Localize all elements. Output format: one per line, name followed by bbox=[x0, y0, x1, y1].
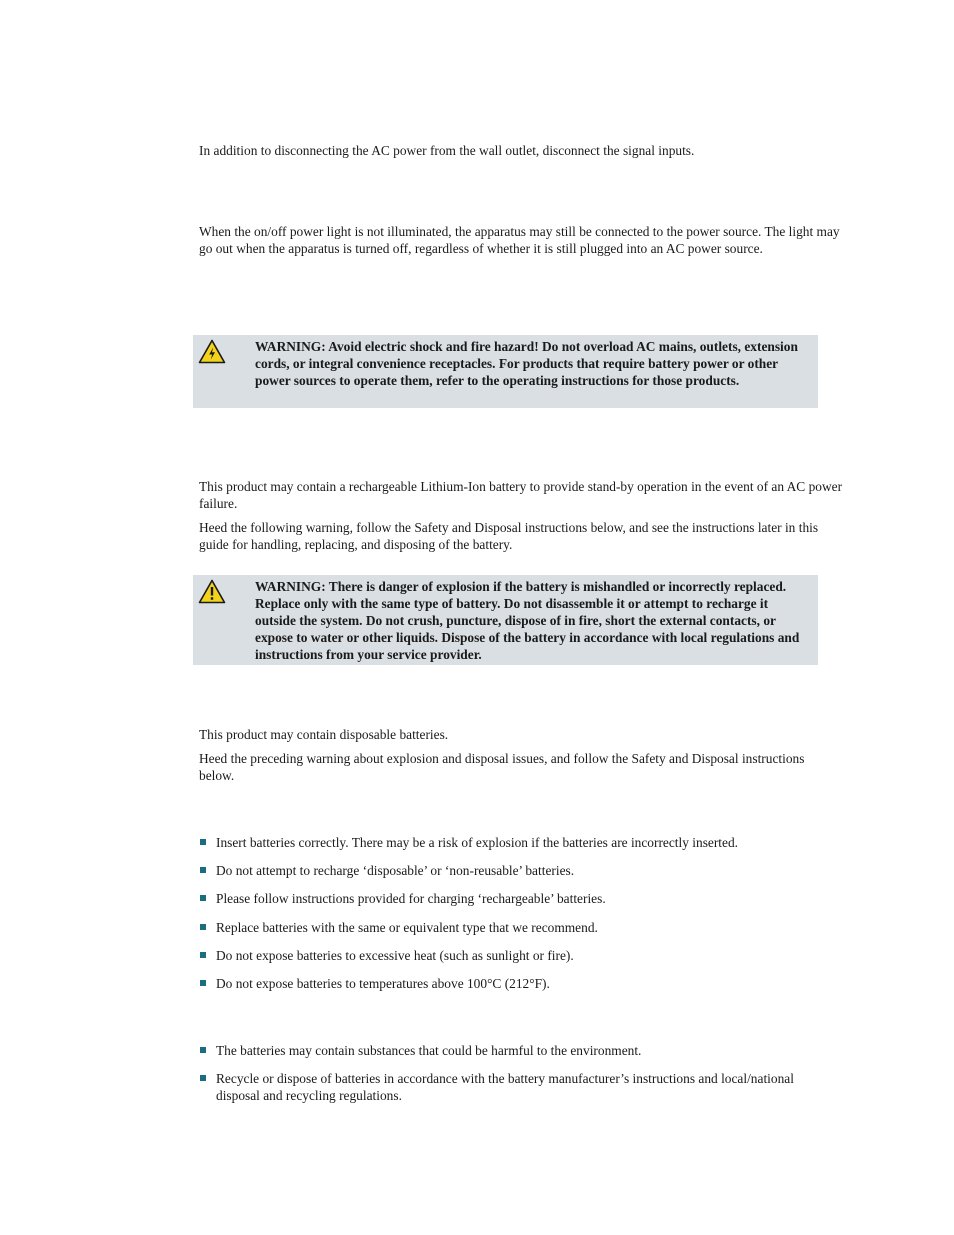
list-item-text: Please follow instructions provided for charging ‘rechargeable’ batteries. bbox=[216, 891, 606, 906]
bullet-square-icon bbox=[200, 1047, 206, 1053]
paragraph-disposable-batteries: This product may contain disposable batteries. bbox=[199, 727, 449, 742]
safety-list bbox=[199, 834, 839, 992]
paragraph-power-light: When the on/off power light is not illuminated, the apparatus may still be connected to the power source. The light may go out when the apparatus is turned off, regardless of whether it is still plugged into an AC power source. bbox=[199, 224, 840, 256]
list-item-text: Do not attempt to recharge ‘disposable’ or ‘non-reusable’ batteries. bbox=[216, 863, 575, 878]
warning-explosion bbox=[193, 575, 818, 665]
list-item bbox=[199, 890, 839, 907]
warning-electric-shock bbox=[193, 335, 818, 408]
bullet-square-icon bbox=[200, 952, 206, 958]
bullet-square-icon bbox=[200, 867, 206, 873]
paragraph-heed-warning: Heed the following warning, follow the Safety and Disposal instructions below, and see the instructions later in this guide for handling, replacing, and disposing of the battery. bbox=[199, 520, 819, 552]
electric-hazard-icon bbox=[198, 339, 226, 364]
list-item bbox=[199, 919, 839, 936]
list-item-text: Do not expose batteries to excessive heat (such as sunlight or fire). bbox=[216, 948, 574, 963]
list-item-text: Replace batteries with the same or equivalent type that we recommend. bbox=[216, 920, 598, 935]
list-item bbox=[199, 1042, 839, 1059]
list-item bbox=[199, 862, 839, 879]
disposal-list bbox=[199, 1042, 839, 1104]
warning-electric-text: WARNING: Avoid electric shock and fire hazard! Do not overload AC mains, outlets, extension cords, or integral convenience receptacles. For products that require battery power or other power sources to operate them, refer to the operating instructions for those products. bbox=[255, 339, 798, 388]
list-item bbox=[199, 947, 839, 964]
bullet-square-icon bbox=[200, 1075, 206, 1081]
list-item bbox=[199, 975, 839, 992]
paragraph-heed-preceding: Heed the preceding warning about explosion and disposal issues, and follow the Safety and Disposal instructions below. bbox=[199, 751, 805, 783]
bullet-square-icon bbox=[200, 839, 206, 845]
bullet-square-icon bbox=[200, 980, 206, 986]
bullet-square-icon bbox=[200, 895, 206, 901]
list-item-text: The batteries may contain substances that could be harmful to the environment. bbox=[216, 1043, 642, 1058]
list-item-text: Do not expose batteries to temperatures above 100°C (212°F). bbox=[216, 976, 550, 991]
list-item-text: Recycle or dispose of batteries in accordance with the battery manufacturer’s instructions and local/national disposal and recycling regulations. bbox=[216, 1071, 794, 1103]
paragraph-lithium-battery: This product may contain a rechargeable Lithium-Ion battery to provide stand-by operation in the event of an AC power failure. bbox=[199, 479, 843, 511]
paragraph-disconnect-signal: In addition to disconnecting the AC power from the wall outlet, disconnect the signal inputs. bbox=[199, 143, 695, 158]
list-item bbox=[199, 1070, 839, 1104]
list-item-text: Insert batteries correctly. There may be a risk of explosion if the batteries are incorrectly inserted. bbox=[216, 835, 739, 850]
warning-explosion-text: WARNING: There is danger of explosion if the battery is mishandled or incorrectly replaced. Replace only with the same type of battery. Do not disassemble it or attempt to recharge it outside the system. Do not crush, puncture, dispose of in fire, short the external contacts, or expose to water or other liquids. Dispose of the battery in accordance with local regulations and instructions from your service provider. bbox=[255, 579, 800, 662]
list-item bbox=[199, 834, 839, 851]
caution-icon bbox=[198, 579, 226, 604]
bullet-square-icon bbox=[200, 924, 206, 930]
